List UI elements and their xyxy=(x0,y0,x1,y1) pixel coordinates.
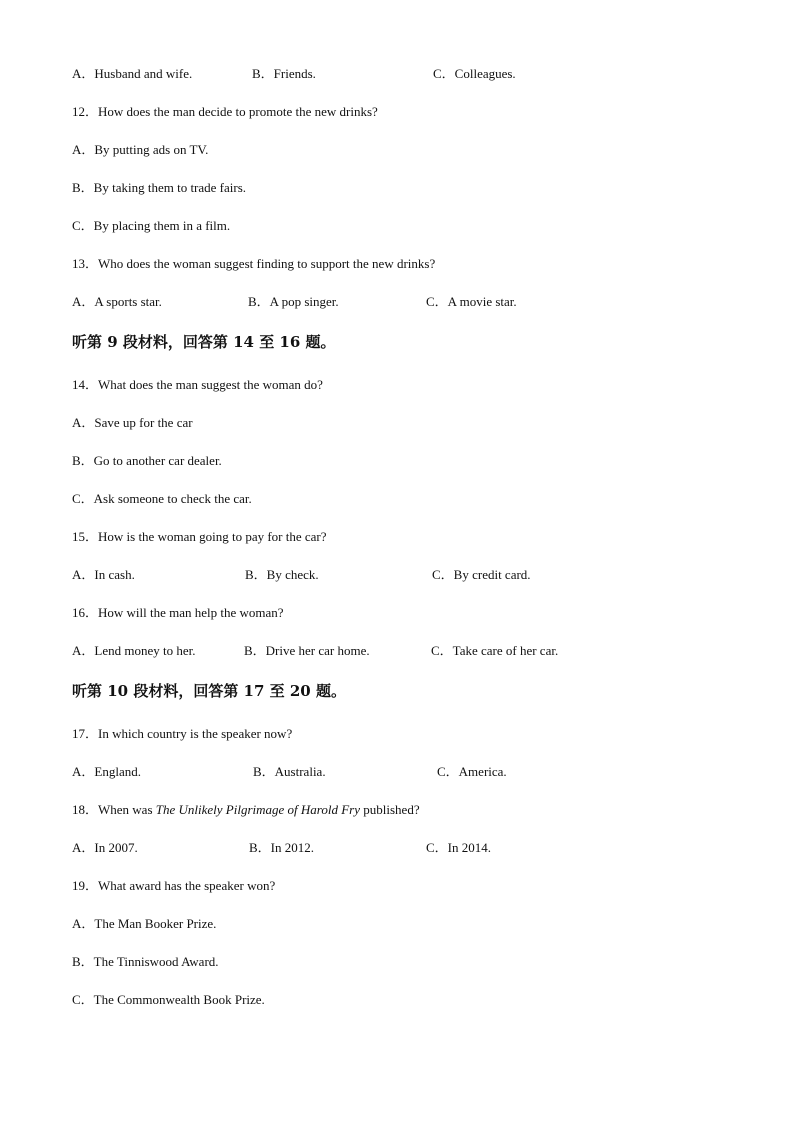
q13-option-a: A．A sports star. xyxy=(72,294,162,309)
q12-question: 12．How does the man decide to promote the new drinks? xyxy=(72,104,378,119)
section-heading-9: 听第 9 段材料，回答第 14 至 16 题。 xyxy=(72,333,336,351)
q18-option-b: B．In 2012. xyxy=(249,840,315,855)
q11-option-c: C．Colleagues. xyxy=(433,66,516,81)
q14-question: 14．What does the man suggest the woman do? xyxy=(72,377,323,392)
q13-option-b: B．A pop singer. xyxy=(248,294,339,309)
q18-question xyxy=(72,802,420,818)
q15-option-b: B．By check. xyxy=(245,567,319,582)
q18-option-c: C．In 2014. xyxy=(426,840,492,855)
q12-option-c: C．By placing them in a film. xyxy=(72,218,231,233)
q15-option-a: A．In cash. xyxy=(72,567,135,582)
q14-option-b: B．Go to another car dealer. xyxy=(72,453,222,468)
q12-option-a: A．By putting ads on TV. xyxy=(72,142,209,157)
q15-option-c: C．By credit card. xyxy=(432,567,531,582)
q17-option-c: C．America. xyxy=(437,764,507,779)
q11-option-b: B．Friends. xyxy=(252,66,316,81)
q14-option-a: A．Save up for the car xyxy=(72,415,193,430)
q16-option-c: C．Take care of her car. xyxy=(431,643,559,658)
q18-book-title: The Unlikely Pilgrimage of Harold Fry xyxy=(155,802,361,817)
q15-question: 15．How is the woman going to pay for the car? xyxy=(72,529,327,544)
q18-question-prefix: 18．When was xyxy=(72,802,156,817)
q19-option-a: A．The Man Booker Prize. xyxy=(72,916,217,931)
q16-option-b: B．Drive her car home. xyxy=(244,643,370,658)
q19-option-c: C．The Commonwealth Book Prize. xyxy=(72,992,265,1007)
q11-option-a: A．Husband and wife. xyxy=(72,66,193,81)
q19-option-b: B．The Tinniswood Award. xyxy=(72,954,219,969)
q17-question: 17．In which country is the speaker now? xyxy=(72,726,293,741)
q18-option-a: A．In 2007. xyxy=(72,840,138,855)
q17-option-b: B．Australia. xyxy=(253,764,326,779)
q14-option-c: C．Ask someone to check the car. xyxy=(72,491,252,506)
section-heading-10: 听第 10 段材料，回答第 17 至 20 题。 xyxy=(72,682,346,700)
q18-question-suffix: published? xyxy=(360,802,420,817)
q12-option-b: B．By taking them to trade fairs. xyxy=(72,180,247,195)
q13-option-c: C．A movie star. xyxy=(426,294,517,309)
q16-question: 16．How will the man help the woman? xyxy=(72,605,284,620)
q13-question: 13．Who does the woman suggest finding to support the new drinks? xyxy=(72,256,436,271)
q16-option-a: A．Lend money to her. xyxy=(72,643,196,658)
q17-option-a: A．England. xyxy=(72,764,141,779)
q19-question: 19．What award has the speaker won? xyxy=(72,878,276,893)
